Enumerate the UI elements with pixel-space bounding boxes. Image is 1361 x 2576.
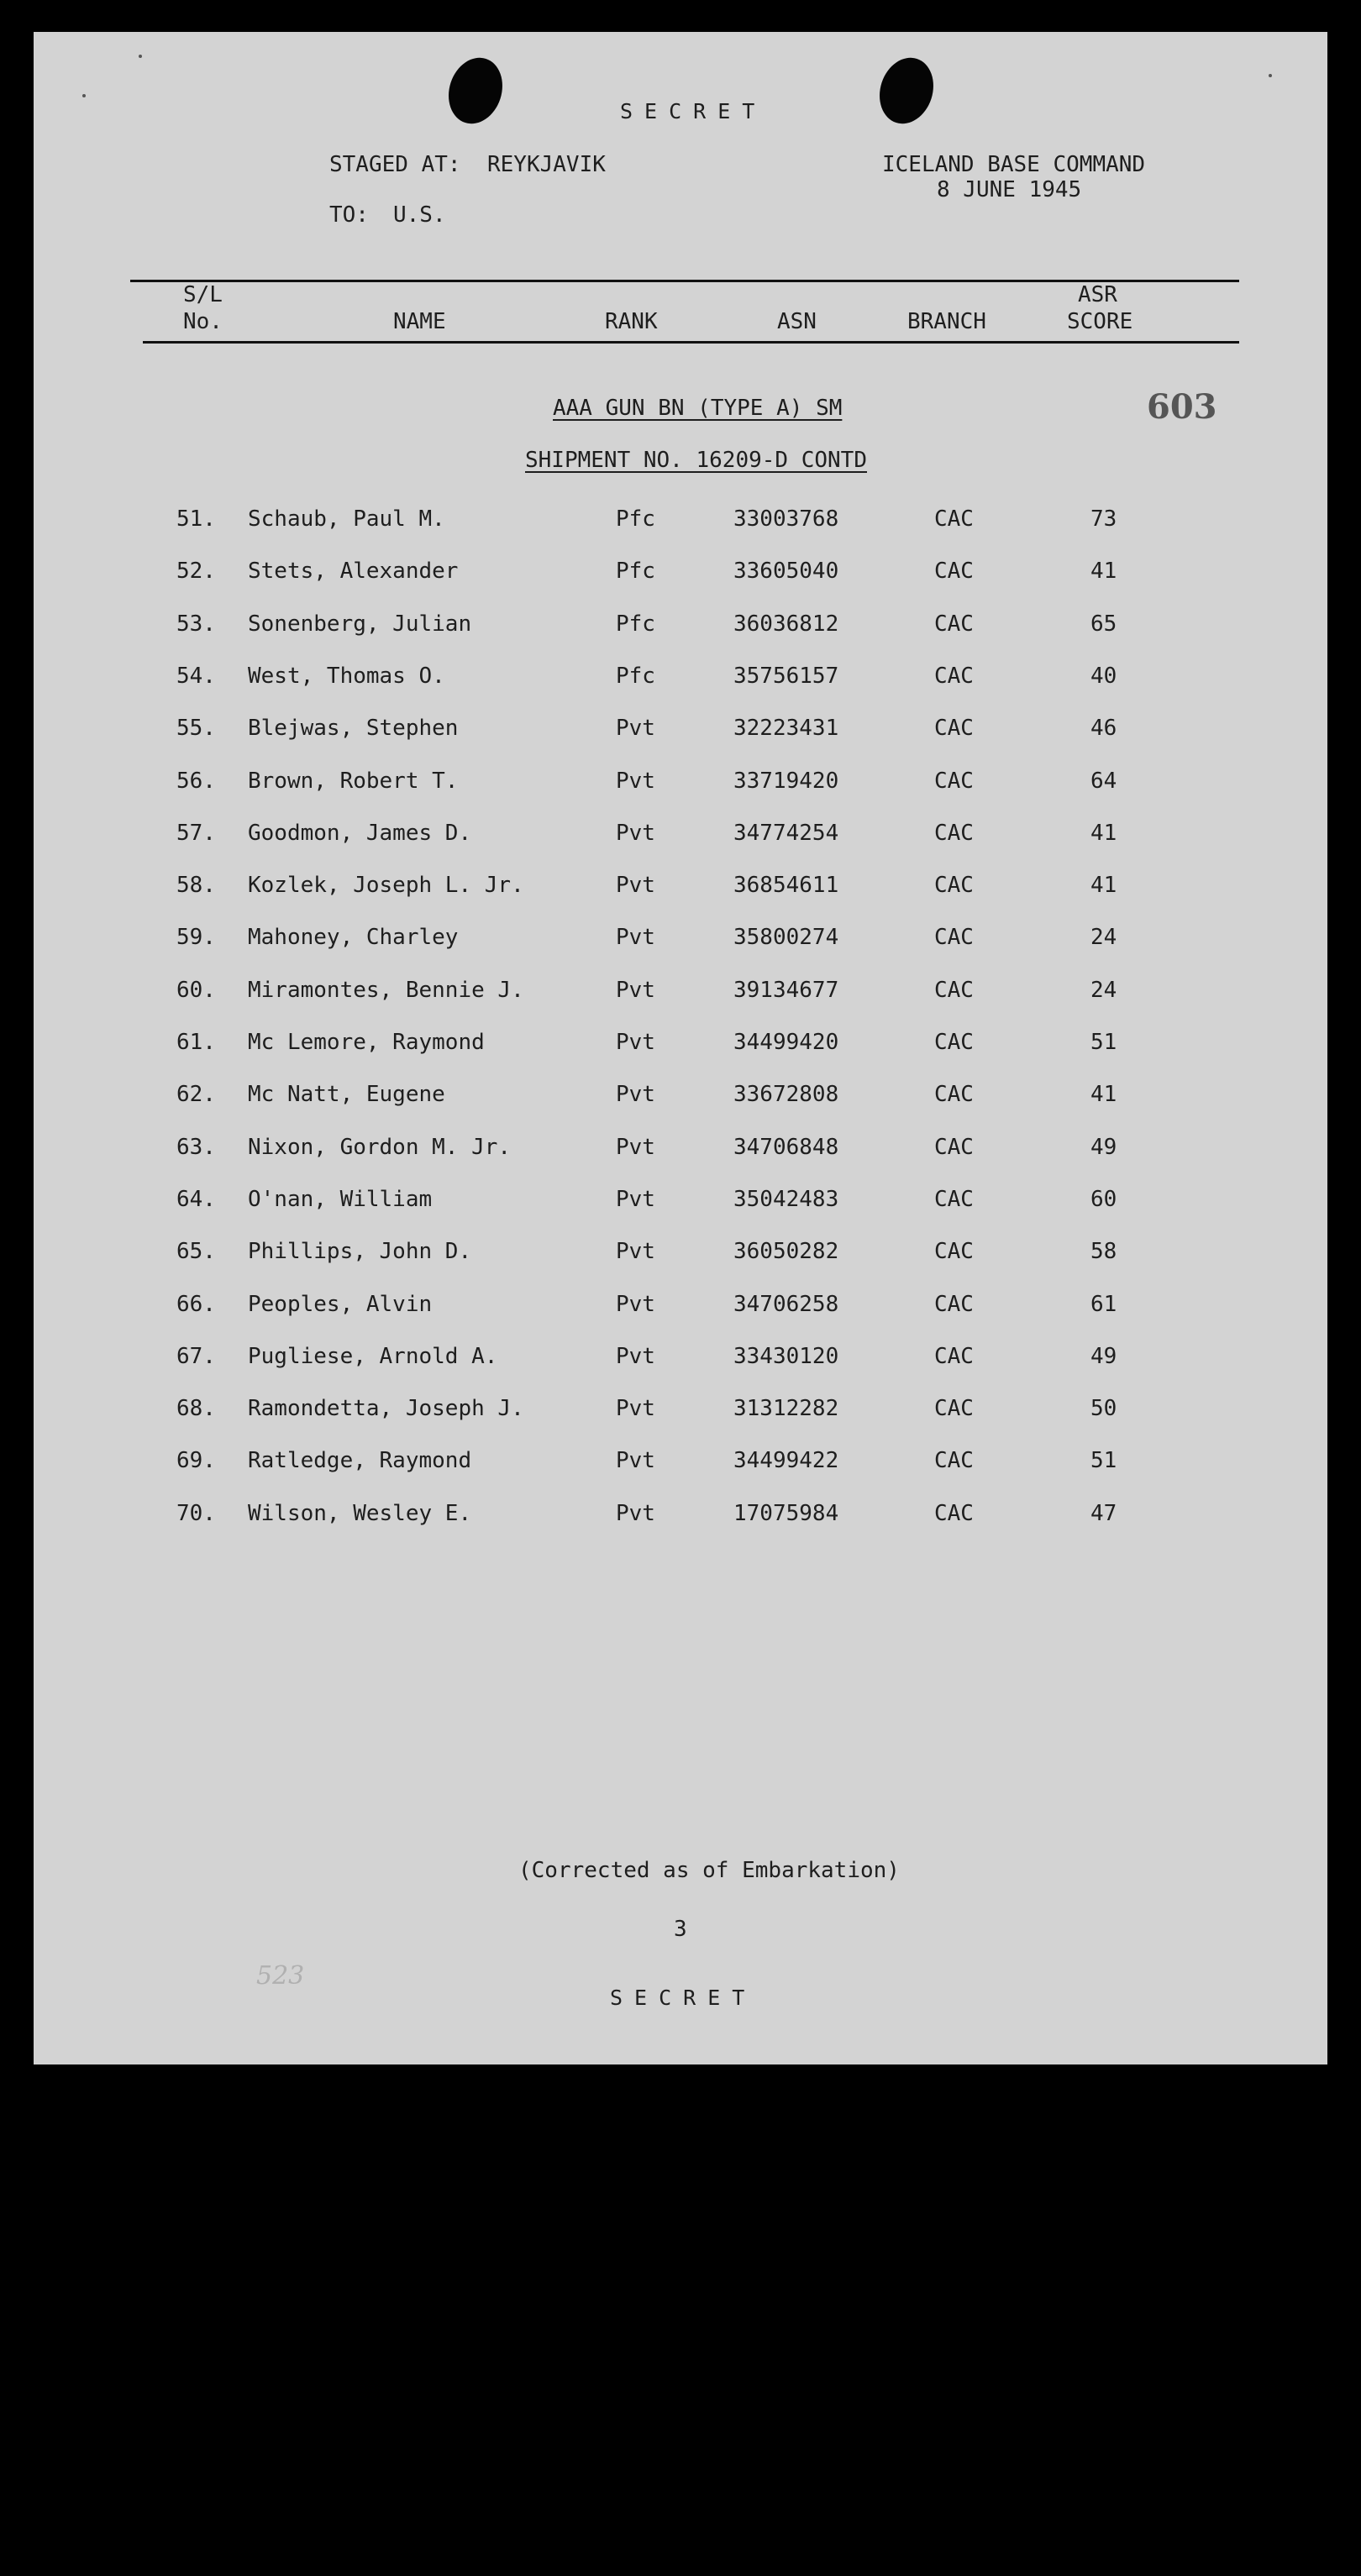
cell-no: 56. [176, 768, 216, 794]
cell-name: Ramondetta, Joseph J. [248, 1396, 524, 1422]
cell-asn: 32223431 [733, 716, 839, 742]
table-row [34, 926, 1327, 960]
table-row [34, 613, 1327, 647]
cell-score: 61 [1090, 1291, 1117, 1317]
cell-branch: CAC [934, 1500, 974, 1526]
cell-branch: CAC [934, 1396, 974, 1422]
cell-score: 49 [1090, 1134, 1117, 1160]
cell-rank: Pvt [616, 1030, 655, 1055]
cell-asn: 36050282 [733, 1239, 839, 1265]
table-row [34, 508, 1327, 542]
cell-asn: 34706258 [733, 1291, 839, 1317]
col-asr-line2: SCORE [1067, 309, 1133, 334]
dust-speck [1269, 74, 1272, 77]
cell-rank: Pfc [616, 611, 655, 637]
dust-speck [139, 55, 142, 58]
cell-branch: CAC [934, 1343, 974, 1369]
cell-name: Kozlek, Joseph L. Jr. [248, 873, 524, 899]
cell-no: 59. [176, 925, 216, 951]
pencil-mark: 523 [256, 1961, 305, 1991]
cell-rank: Pvt [616, 1396, 655, 1422]
cell-no: 54. [176, 663, 216, 689]
cell-branch: CAC [934, 873, 974, 899]
cell-rank: Pvt [616, 1291, 655, 1317]
table-row [34, 770, 1327, 804]
cell-branch: CAC [934, 559, 974, 585]
cell-asn: 34499420 [733, 1030, 839, 1055]
cell-no: 69. [176, 1448, 216, 1474]
cell-rank: Pvt [616, 925, 655, 951]
shipment-heading: SHIPMENT NO. 16209-D CONTD [525, 448, 867, 473]
cell-rank: Pvt [616, 1343, 655, 1369]
cell-score: 51 [1090, 1030, 1117, 1055]
cell-score: 58 [1090, 1239, 1117, 1265]
cell-score: 41 [1090, 559, 1117, 585]
table-row [34, 1343, 1327, 1379]
staged-at-value: REYKJAVIK [487, 152, 606, 177]
cell-branch: CAC [934, 716, 974, 742]
cell-score: 41 [1090, 820, 1117, 846]
cell-asn: 17075984 [733, 1500, 839, 1526]
to-value: U.S. [393, 202, 446, 228]
cell-rank: Pvt [616, 820, 655, 846]
cell-asn: 34706848 [733, 1134, 839, 1160]
col-sl-line1: S/L [183, 282, 223, 307]
cell-no: 58. [176, 873, 216, 899]
cell-name: Pugliese, Arnold A. [248, 1343, 498, 1369]
cell-name: Mc Lemore, Raymond [248, 1030, 485, 1055]
document-page [34, 32, 1327, 2064]
table-row [34, 1293, 1327, 1327]
cell-name: Mahoney, Charley [248, 925, 459, 951]
cell-score: 24 [1090, 925, 1117, 951]
to-label: TO: [329, 202, 369, 228]
cell-rank: Pvt [616, 1082, 655, 1108]
cell-rank: Pvt [616, 1186, 655, 1212]
cell-name: Ratledge, Raymond [248, 1448, 472, 1474]
table-row [34, 822, 1327, 856]
cell-no: 65. [176, 1239, 216, 1265]
cell-branch: CAC [934, 977, 974, 1003]
table-row [34, 1241, 1327, 1274]
table-row [34, 1450, 1327, 1483]
cell-branch: CAC [934, 1082, 974, 1108]
dust-speck [82, 94, 86, 97]
cell-branch: CAC [934, 1239, 974, 1265]
cell-no: 51. [176, 506, 216, 532]
cell-no: 53. [176, 611, 216, 637]
cell-score: 65 [1090, 611, 1117, 637]
cell-score: 73 [1090, 506, 1117, 532]
cell-name: Phillips, John D. [248, 1239, 472, 1265]
table-row [34, 1083, 1327, 1117]
cell-name: Schaub, Paul M. [248, 506, 445, 532]
cell-name: West, Thomas O. [248, 663, 445, 689]
cell-no: 66. [176, 1291, 216, 1317]
cell-asn: 36036812 [733, 611, 839, 637]
cell-no: 57. [176, 820, 216, 846]
cell-score: 46 [1090, 716, 1117, 742]
table-row [34, 1500, 1327, 1536]
cell-name: Wilson, Wesley E. [248, 1500, 472, 1526]
cell-branch: CAC [934, 1186, 974, 1212]
cell-branch: CAC [934, 1291, 974, 1317]
cell-score: 51 [1090, 1448, 1117, 1474]
cell-asn: 33430120 [733, 1343, 839, 1369]
classification-bottom: SECRET [610, 1986, 757, 2010]
cell-branch: CAC [934, 1448, 974, 1474]
cell-asn: 36854611 [733, 873, 839, 899]
table-row [34, 1398, 1327, 1431]
cell-score: 47 [1090, 1500, 1117, 1526]
cell-name: Peoples, Alvin [248, 1291, 433, 1317]
col-asr-line1: ASR [1078, 282, 1117, 307]
cell-asn: 33672808 [733, 1082, 839, 1108]
cell-asn: 33605040 [733, 559, 839, 585]
command-name: ICELAND BASE COMMAND [882, 152, 1146, 177]
document-date: 8 JUNE 1945 [937, 177, 1082, 202]
table-row [34, 1188, 1327, 1222]
cell-rank: Pvt [616, 716, 655, 742]
cell-no: 60. [176, 977, 216, 1003]
punch-hole-left [440, 50, 511, 130]
cell-rank: Pvt [616, 1500, 655, 1526]
cell-asn: 35042483 [733, 1186, 839, 1212]
cell-no: 62. [176, 1082, 216, 1108]
correction-note: (Corrected as of Embarkation) [518, 1858, 900, 1883]
cell-no: 68. [176, 1396, 216, 1422]
cell-no: 63. [176, 1134, 216, 1160]
cell-rank: Pvt [616, 1448, 655, 1474]
cell-asn: 35800274 [733, 925, 839, 951]
col-name: NAME [393, 309, 446, 334]
table-row [34, 717, 1327, 751]
cell-branch: CAC [934, 925, 974, 951]
cell-name: Stets, Alexander [248, 559, 459, 585]
cell-rank: Pfc [616, 506, 655, 532]
cell-branch: CAC [934, 611, 974, 637]
cell-branch: CAC [934, 768, 974, 794]
stamp-number: 603 [1147, 387, 1217, 427]
table-row [34, 560, 1327, 594]
classification-top: SECRET [620, 99, 767, 123]
cell-branch: CAC [934, 820, 974, 846]
table-row [34, 665, 1327, 699]
cell-rank: Pfc [616, 663, 655, 689]
cell-name: Sonenberg, Julian [248, 611, 472, 637]
cell-no: 67. [176, 1343, 216, 1369]
cell-asn: 39134677 [733, 977, 839, 1003]
cell-rank: Pvt [616, 977, 655, 1003]
cell-name: Mc Natt, Eugene [248, 1082, 445, 1108]
cell-score: 41 [1090, 1082, 1117, 1108]
col-asn: ASN [777, 309, 817, 334]
cell-no: 61. [176, 1030, 216, 1055]
cell-score: 40 [1090, 663, 1117, 689]
cell-score: 64 [1090, 768, 1117, 794]
cell-rank: Pvt [616, 768, 655, 794]
header-rule-bottom [143, 341, 1239, 344]
cell-asn: 33719420 [733, 768, 839, 794]
cell-score: 49 [1090, 1343, 1117, 1369]
col-sl-line2: No. [183, 309, 223, 334]
cell-branch: CAC [934, 1030, 974, 1055]
cell-asn: 34499422 [733, 1448, 839, 1474]
cell-score: 50 [1090, 1396, 1117, 1422]
cell-asn: 33003768 [733, 506, 839, 532]
col-rank: RANK [605, 309, 658, 334]
cell-no: 55. [176, 716, 216, 742]
cell-asn: 34774254 [733, 820, 839, 846]
cell-name: O'nan, William [248, 1186, 433, 1212]
cell-no: 70. [176, 1500, 216, 1526]
cell-name: Nixon, Gordon M. Jr. [248, 1134, 512, 1160]
cell-asn: 31312282 [733, 1396, 839, 1422]
page-number: 3 [674, 1917, 687, 1942]
cell-score: 41 [1090, 873, 1117, 899]
cell-rank: Pfc [616, 559, 655, 585]
cell-score: 24 [1090, 977, 1117, 1003]
cell-branch: CAC [934, 1134, 974, 1160]
col-branch: BRANCH [907, 309, 986, 334]
cell-rank: Pvt [616, 1134, 655, 1160]
table-row [34, 979, 1327, 1013]
cell-name: Blejwas, Stephen [248, 716, 459, 742]
cell-asn: 35756157 [733, 663, 839, 689]
cell-no: 64. [176, 1186, 216, 1212]
cell-name: Miramontes, Bennie J. [248, 977, 524, 1003]
staged-at-label: STAGED AT: [329, 152, 461, 177]
cell-name: Brown, Robert T. [248, 768, 459, 794]
cell-no: 52. [176, 559, 216, 585]
cell-name: Goodmon, James D. [248, 820, 472, 846]
punch-hole-right [871, 50, 942, 130]
cell-branch: CAC [934, 663, 974, 689]
unit-heading: AAA GUN BN (TYPE A) SM [553, 396, 843, 421]
table-row [34, 1136, 1327, 1170]
cell-rank: Pvt [616, 1239, 655, 1265]
table-row [34, 874, 1327, 908]
cell-rank: Pvt [616, 873, 655, 899]
header-rule-top [130, 280, 1239, 282]
table-row [34, 1031, 1327, 1065]
cell-score: 60 [1090, 1186, 1117, 1212]
cell-branch: CAC [934, 506, 974, 532]
